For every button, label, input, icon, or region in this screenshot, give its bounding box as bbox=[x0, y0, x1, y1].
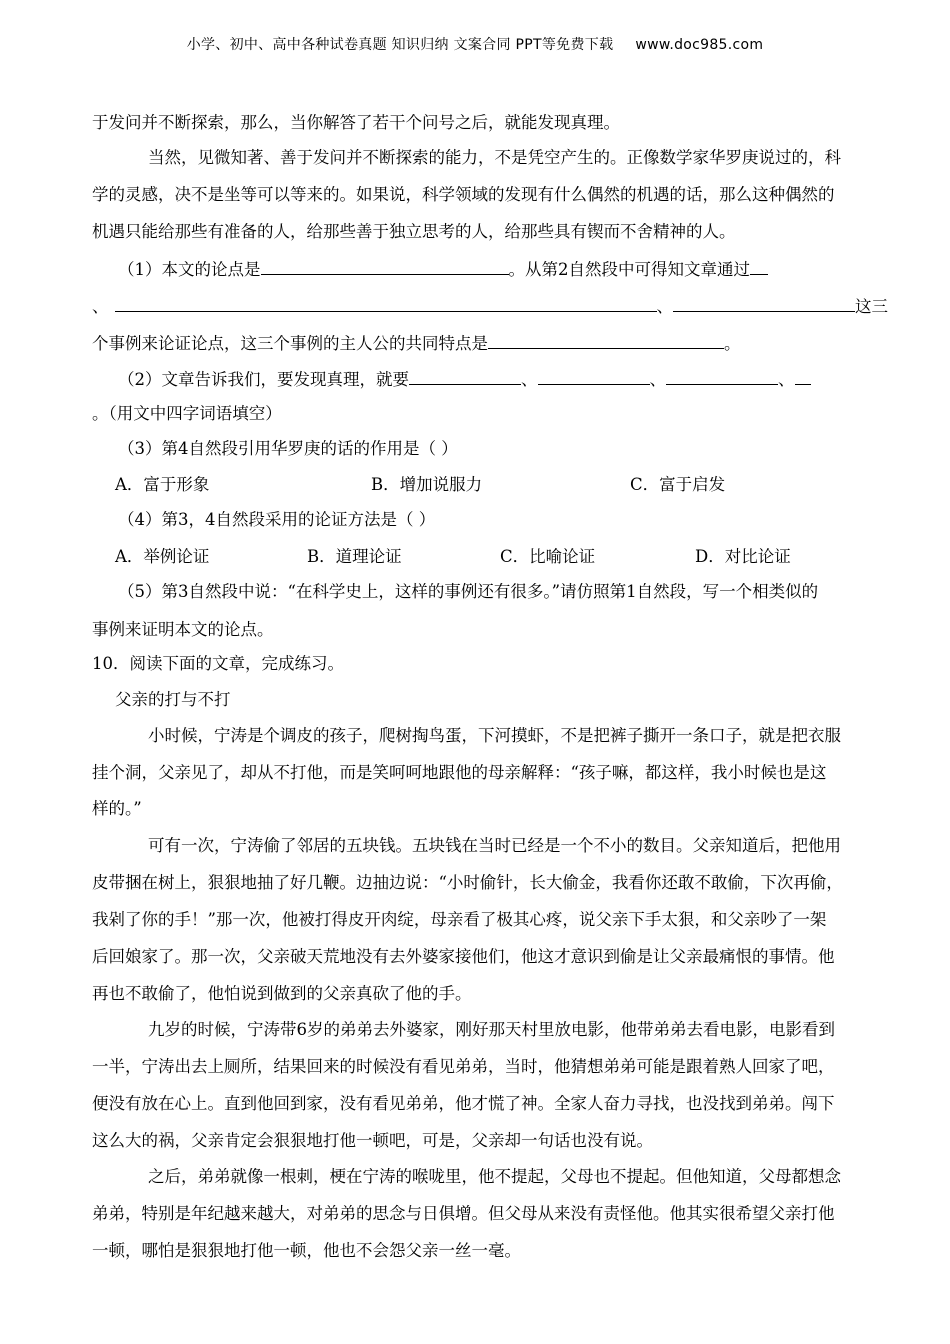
para2-line1: 当然，见微知著、善于发问并不断探索的能力，不是凭空产生的。正像数学家华罗庚说过的，科 bbox=[148, 148, 841, 167]
story-p1-line3: 样的。” bbox=[92, 799, 142, 818]
answer-blank-example-1[interactable] bbox=[750, 257, 768, 275]
story-p2-line3: 我剁了你的手！”那一次，他被打得皮开肉绽，母亲看了极其心疼，说父亲下手太狠，和父亲吵了一架 bbox=[92, 910, 827, 929]
q1-line3: 个事例来论证论点，这三个事例的主人公的共同特点是 。 bbox=[92, 331, 741, 355]
q4-stem: （4）第3，4自然段采用的论证方法是（ ） bbox=[118, 510, 436, 529]
para1-line1: 于发问并不断探索，那么，当你解答了若干个问号之后，就能发现真理。 bbox=[92, 113, 620, 132]
answer-blank-common-trait[interactable] bbox=[488, 331, 724, 349]
q5-line1: （5）第3自然段中说：“在科学史上，这样的事例还有很多。”请仿照第1自然段，写一个相类似的 bbox=[118, 582, 819, 601]
q3-option-a[interactable]: A．富于形象 bbox=[115, 475, 210, 494]
q10-heading: 10．阅读下面的文章，完成练习。 bbox=[92, 654, 344, 673]
story-p4-line2: 弟弟，特别是年纪越来越大，对弟弟的思念与日俱增。但父母从来没有责怪他。他其实很希望父亲打他 bbox=[92, 1204, 835, 1223]
header-text: 小学、初中、高中各种试卷真题 知识归纳 文案合同 PPT等免费下载 bbox=[186, 37, 614, 53]
answer-blank-word-3[interactable] bbox=[666, 367, 778, 385]
story-p3-line4: 这么大的祸，父亲肯定会狠狠地打他一顿吧，可是，父亲却一句话也没有说。 bbox=[92, 1131, 653, 1150]
q2-line1: （2）文章告诉我们，要发现真理，就要 、 、 、 bbox=[118, 367, 811, 391]
answer-blank-thesis[interactable] bbox=[261, 257, 509, 275]
story-p2-line5: 再也不敢偷了，他怕说到做到的父亲真砍了他的手。 bbox=[92, 984, 472, 1003]
para2-line2: 学的灵感，决不是坐等可以等来的。如果说，科学领域的发现有什么偶然的机遇的话，那么这种偶然的 bbox=[92, 185, 835, 204]
story-title: 父亲的打与不打 bbox=[115, 690, 231, 709]
answer-blank-word-4[interactable] bbox=[795, 367, 811, 385]
story-p1-line2: 挂个洞，父亲见了，却从不打他，而是笑呵呵地跟他的母亲解释：“孩子嘛，都这样，我小时候也是这 bbox=[92, 763, 827, 782]
q4-option-d[interactable]: D．对比论证 bbox=[695, 547, 791, 566]
answer-blank-example-3[interactable] bbox=[673, 294, 855, 312]
q1-line2: 、 、 这三 bbox=[92, 294, 888, 318]
q5-line2: 事例来证明本文的论点。 bbox=[92, 620, 274, 639]
story-p3-line3: 便没有放在心上。直到他回到家，没有看见弟弟，他才慌了神。全家人奋力寻找，也没找到弟弟。闯下 bbox=[92, 1094, 835, 1113]
header-url[interactable]: www.doc985.com bbox=[635, 37, 764, 53]
q3-option-b[interactable]: B．增加说服力 bbox=[371, 475, 483, 494]
q1-line1: （1）本文的论点是 。从第2自然段中可得知文章通过 bbox=[118, 257, 768, 281]
q4-option-a[interactable]: A．举例论证 bbox=[115, 547, 210, 566]
story-p1-line1: 小时候，宁涛是个调皮的孩子，爬树掏鸟蛋，下河摸虾，不是把裤子撕开一条口子，就是把衣服 bbox=[148, 726, 841, 745]
q4-option-c[interactable]: C．比喻论证 bbox=[500, 547, 596, 566]
page-header bbox=[0, 34, 950, 54]
story-p2-line1: 可有一次，宁涛偷了邻居的五块钱。五块钱在当时已经是一个不小的数目。父亲知道后，把他用 bbox=[148, 836, 841, 855]
q4-option-b[interactable]: B．道理论证 bbox=[307, 547, 402, 566]
story-p2-line4: 后回娘家了。那一次，父亲破天荒地没有去外婆家接他们，他这才意识到偷是让父亲最痛恨的事情。他 bbox=[92, 947, 835, 966]
story-p4-line3: 一顿，哪怕是狠狠地打他一顿，他也不会怨父亲一丝一毫。 bbox=[92, 1241, 521, 1260]
q2-line2: 。（用文中四字词语填空） bbox=[92, 404, 282, 423]
q3-option-c[interactable]: C．富于启发 bbox=[630, 475, 726, 494]
story-p2-line2: 皮带捆在树上，狠狠地抽了好几鞭。边抽边说：“小时偷针，长大偷金，我看你还敢不敢偷，下次再偷， bbox=[92, 873, 843, 892]
story-p3-line2: 一半，宁涛出去上厕所，结果回来的时候没有看见弟弟，当时，他猜想弟弟可能是跟着熟人回家了吧， bbox=[92, 1057, 835, 1076]
answer-blank-word-2[interactable] bbox=[538, 367, 650, 385]
para2-line3: 机遇只能给那些有准备的人，给那些善于独立思考的人，给那些具有锲而不舍精神的人。 bbox=[92, 222, 736, 241]
answer-blank-example-2[interactable] bbox=[115, 294, 657, 312]
answer-blank-word-1[interactable] bbox=[409, 367, 521, 385]
story-p4-line1: 之后，弟弟就像一根刺，梗在宁涛的喉咙里，他不提起，父母也不提起。但他知道，父母都想念 bbox=[148, 1167, 841, 1186]
q3-stem: （3）第4自然段引用华罗庚的话的作用是（ ） bbox=[118, 439, 458, 458]
story-p3-line1: 九岁的时候，宁涛带6岁的弟弟去外婆家，刚好那天村里放电影，他带弟弟去看电影，电影看到 bbox=[148, 1020, 835, 1039]
